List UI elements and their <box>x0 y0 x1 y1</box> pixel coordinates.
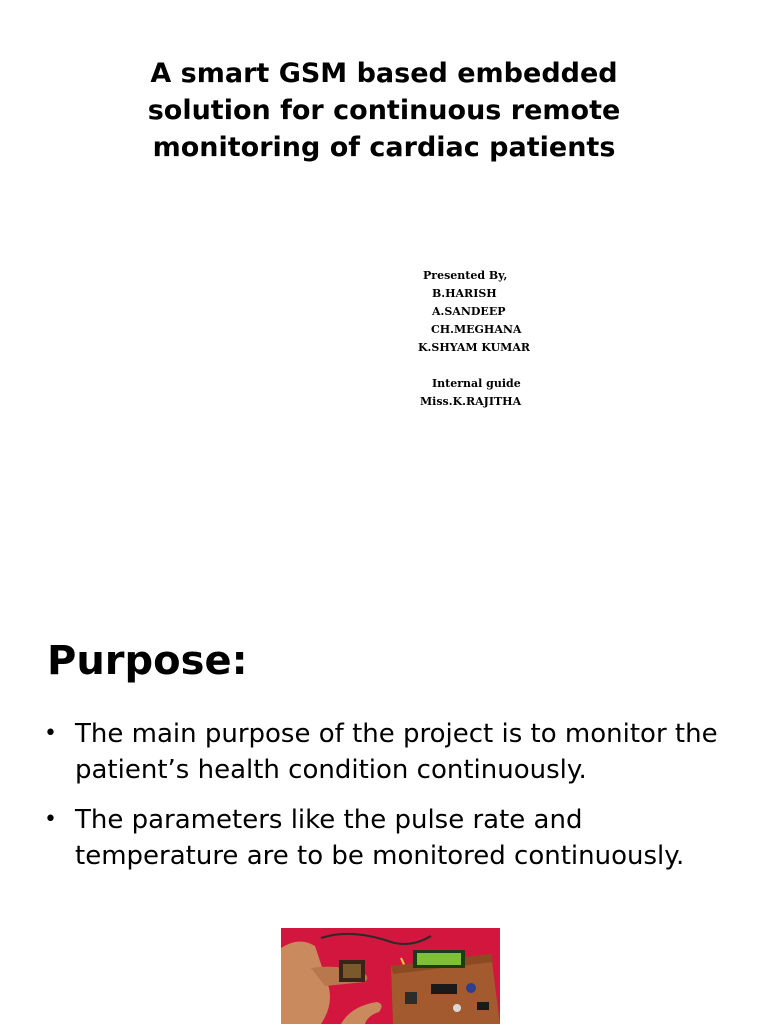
slide-title <box>60 55 708 166</box>
purpose-slide <box>0 576 768 1024</box>
bullet-item <box>44 716 724 788</box>
bullet-icon: • <box>44 807 57 832</box>
presenter-name: CH.MEGHANA <box>431 323 522 336</box>
bullet-list <box>44 716 724 888</box>
presenter-name: B.HARISH <box>432 287 497 300</box>
guide-name: Miss.K.RAJITHA <box>420 395 522 408</box>
guide-label: Internal guide <box>432 377 521 390</box>
title-line: monitoring of cardiac patients <box>152 132 616 163</box>
title-line: A smart GSM based embedded <box>150 58 618 89</box>
bullet-icon: • <box>44 721 57 746</box>
presented-by-label: Presented By, <box>423 269 508 282</box>
bullet-text: The main purpose of the project is to monitor the patient’s health condition continuously. <box>75 719 718 785</box>
spacer <box>400 357 550 375</box>
bullet-item <box>44 802 724 874</box>
presenter-name: A.SANDEEP <box>432 305 506 318</box>
circuit-board-photo <box>281 928 500 1024</box>
presenter-name: K.SHYAM KUMAR <box>418 341 531 354</box>
bullet-text: The parameters like the pulse rate and temperature are to be monitored continuously. <box>75 805 685 871</box>
slide-heading: Purpose: <box>47 638 248 684</box>
circuit-board-icon <box>281 928 500 1024</box>
title-line: solution for continuous remote <box>147 95 621 126</box>
presenters-block <box>400 267 550 411</box>
